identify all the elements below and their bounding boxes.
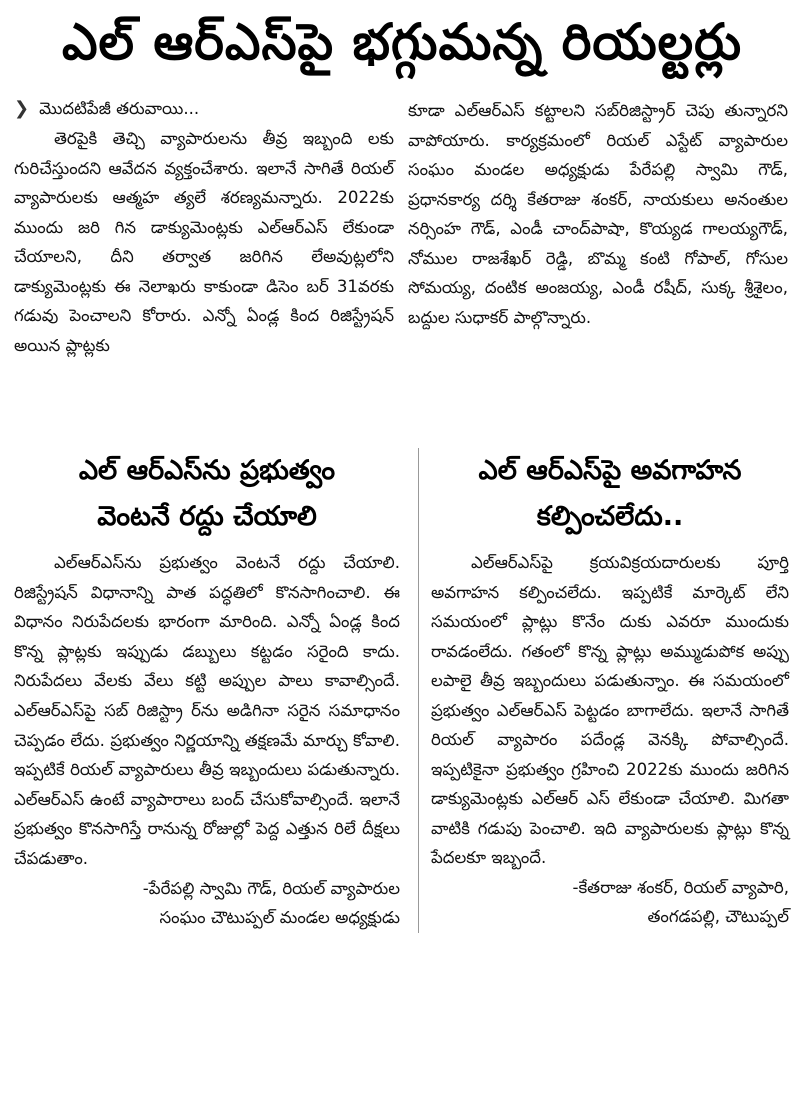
headline: ఎల్ ఆర్ఎస్‌పై భగ్గుమన్న రియల్టర్లు (61, 12, 743, 71)
chevron-right-icon: ❯ (14, 98, 30, 119)
left-article-signature-2: సంఘం చౌటుప్పల్ మండల అధ్యక్షుడు (159, 908, 400, 928)
intro-right-column (408, 96, 788, 428)
left-article (14, 448, 400, 933)
right-heading-line-1: ఎల్ ఆర్ఎస్‌పై అవగాహన (478, 455, 742, 486)
right-heading-line-2: కల్పించలేదు.. (536, 501, 684, 532)
intro-right-text: కూడా ఎల్ఆర్ఎస్ కట్టాలని సబ్‌రిజిస్ట్రార్ చెపు తున్నారని వాపోయారు. కార్యక్రమంలో రియల్ ఎస్టేట్ వ్యాపారుల సంఘం మండల అధ్యక్షుడు పేరేపల్లి స్వామి గౌడ్, ప్రధానకార్య దర్శి కేతరాజు శంకర్, నాయకులు అనంతుల నర్సింహ గౌడ్, ఎండీ చాంద్‌పాషా, కొయ్యడ గాలయ్యగౌడ్, నోముల రాజశేఖర్ రెడ్డి, బొమ్మ కంటి గోపాల్, గోసుల సోమయ్య, దంటిక అంజయ్య, ఎండీ రషీద్, సుక్క శ్రీశైలం, బద్దుల సుధాకర్ పాల్గొన్నారు. (408, 101, 788, 327)
right-article-signature-1: -కేతరాజు శంకర్, రియల్ వ్యాపారి, (572, 877, 789, 897)
left-article-body: ఎల్ఆర్ఎస్‌ను ప్రభుత్వం వెంటనే రద్దు చేయాలి. రిజిస్ట్రేషన్ విధానాన్ని పాత పద్ధతిలో కొనసాగించాలి. ఈ విధానం నిరుపేదలకు భారంగా మారింది. ఎన్నో ఏండ్ల కింద కొన్న ప్లాట్లకు ఇప్పుడు డబ్బులు కట్టడం సరైంది కాదు. నిరుపేదలు వేలకు వేలు కట్టి అప్పుల పాలు కావాల్సిందే. ఎల్ఆర్ఎస్‌పై సబ్ రిజిస్ట్రా ర్‌ను అడిగినా సరైన సమాధానం చెప్పడం లేదు. ప్రభుత్వం నిర్ణయాన్ని తక్షణమే మార్చు కోవాలి. ఇప్పటికే రియల్ వ్యాపారులు తీవ్ర ఇబ్బందులు పడుతున్నారు. ఎల్ఆర్ఎస్ ఉంటే వ్యాపారాలు బంద్ చేసుకోవాల్సిందే. ఇలానే ప్రభుత్వం కొనసాగిస్తే రానున్న రోజుల్లో పెద్ద ఎత్తున రిలే దీక్షలు చేపడుతాం. (14, 553, 400, 868)
left-article-signature-1: -పేరేపల్లి స్వామి గౌడ్, రియల్ వ్యాపారుల (142, 878, 400, 898)
continued-text: మొదటిపేజీ తరువాయి... (39, 99, 200, 118)
left-heading-line-2: వెంటనే రద్దు చేయాలి (97, 501, 317, 532)
right-article-signature-2: తంగడపల్లి, చౌటుప్పల్ (647, 907, 789, 926)
right-article (418, 448, 789, 933)
left-article-heading (14, 448, 400, 540)
right-article-body: ఎల్ఆర్ఎస్‌పై క్రయవిక్రయదారులకు పూర్తి అవగాహన కల్పించలేదు. ఇప్పటికే మార్కెట్ లేని సమయంలో ప్లాట్లు కొనేం దుకు ఎవరూ ముందుకు రావడంలేదు. గతంలో కొన్న ప్లాట్లు అమ్ముడుపోక అప్పు లపాలై తీవ్ర ఇబ్బందులు పడుతున్నాం. ఈ సమయంలో ప్రభుత్వం ఎల్ఆర్ఎస్ పెట్టడం బాగాలేదు. ఇలానే సాగితే రియల్ వ్యాపారం పదేండ్ల వెనక్కి పోవాల్సిందే. ఇప్పటికైనా ప్రభుత్వం గ్రహించి 2022కు ముందు జరిగిన డాక్యుమెంట్లకు ఎల్ఆర్ ఎస్ లేకుండా చేయాలి. మిగతా వాటికి గడుపు పెంచాలి. ఇది వ్యాపారులకు ప్లాట్లు కొన్న పేదలకూ ఇబ్బందే. (431, 553, 789, 867)
opinion-section (14, 448, 790, 933)
right-article-heading (431, 448, 789, 540)
intro-section (14, 96, 790, 428)
intro-left-text: తెరపైకి తెచ్చి వ్యాపారులను తీవ్ర ఇబ్బంది లకు గురిచేస్తుందని ఆవేదన వ్యక్తంచేశారు. ఇలానే సాగితే రియల్ వ్యాపారులకు ఆత్మహ త్యలే శరణ్యమన్నారు. 2022కు ముందు జరి గిన డాక్యుమెంట్లకు ఎల్ఆర్ఎస్ లేకుండా చేయాలని, దీని తర్వాత జరిగిన లేఅవుట్లలోని డాక్యుమెంట్లకు ఈ నెలాఖరు కాకుండా డిసెం బర్ 31వరకు గడువు పెంచాలని కోరారు. ఎన్నో ఏండ్ల కింద రిజిస్ట్రేషన్ అయిన ప్లాట్లకు (14, 129, 394, 355)
intro-left-column (14, 96, 394, 428)
continued-label (14, 96, 394, 122)
left-heading-line-1: ఎల్ ఆర్ఎస్‌ను ప్రభుత్వం (78, 455, 336, 486)
